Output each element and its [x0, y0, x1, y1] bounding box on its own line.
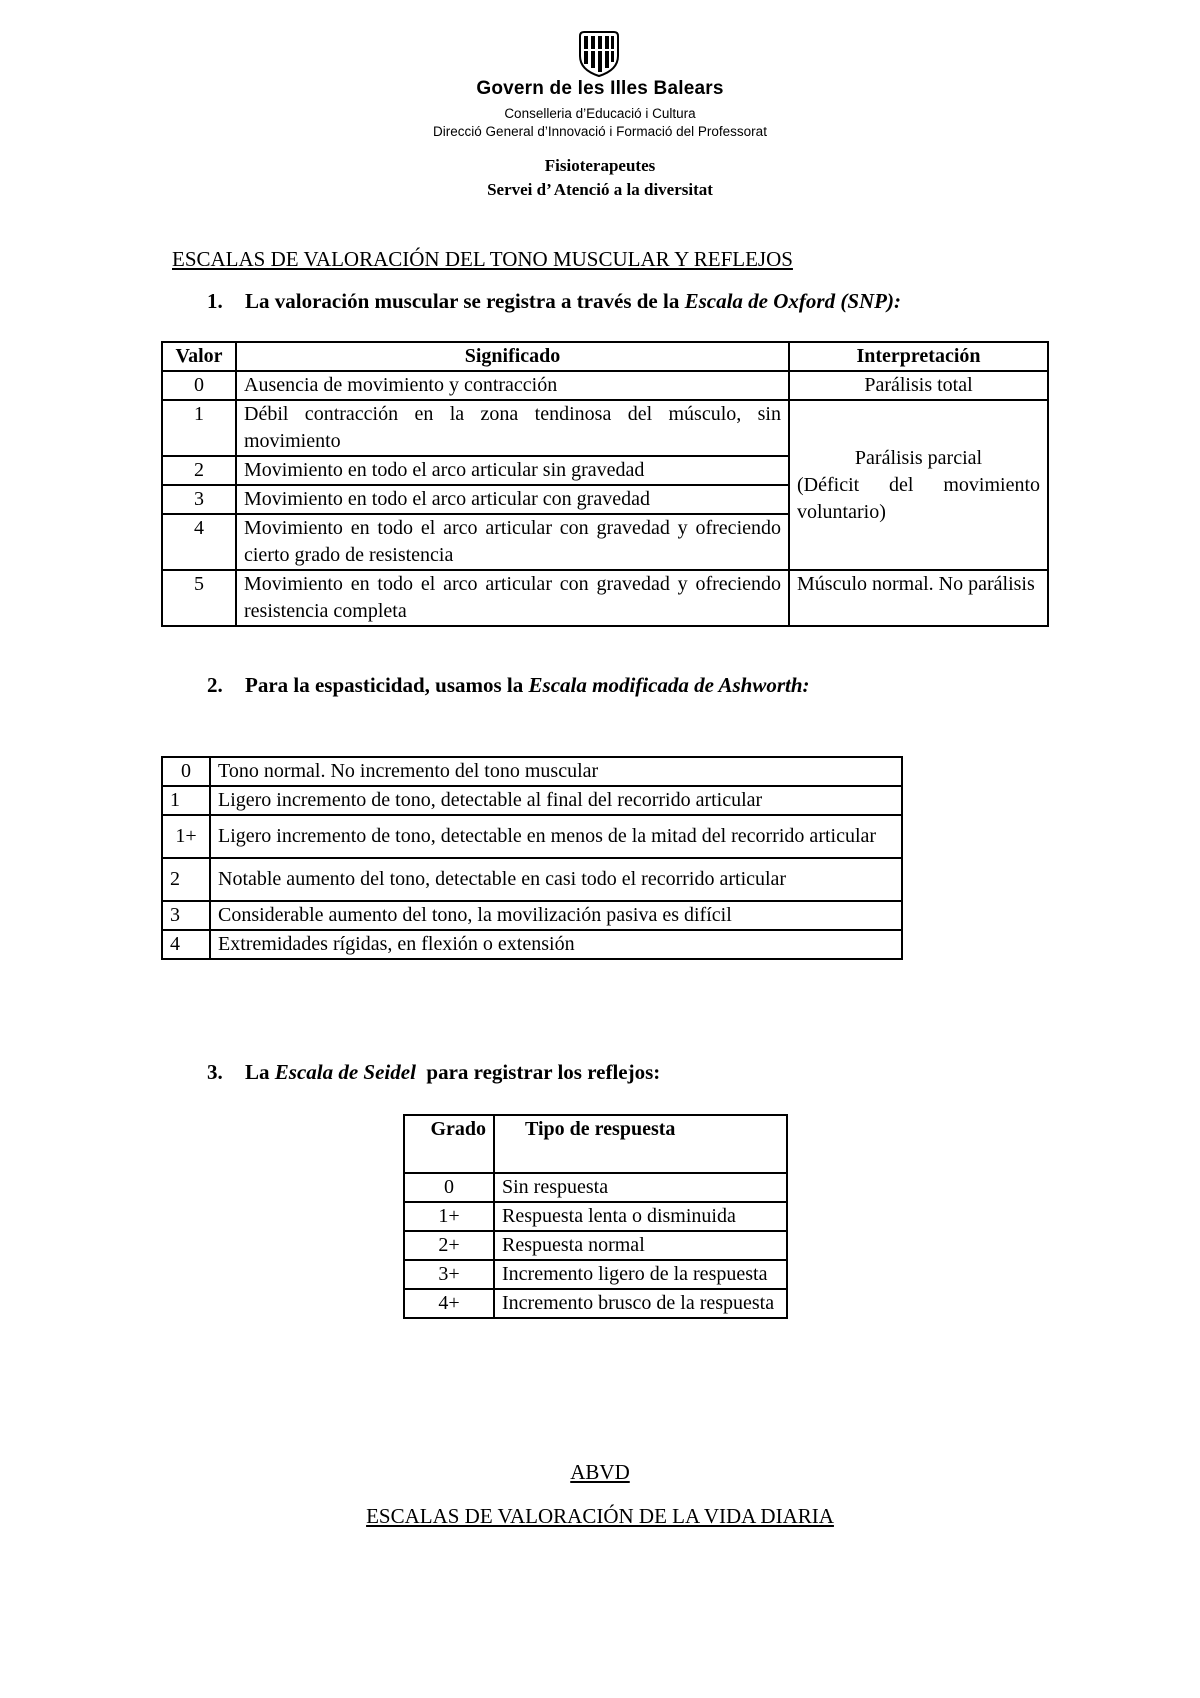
ministry-name: Conselleria d’Educació i Cultura	[504, 106, 696, 121]
department-line-1: Fisioterapeutes	[544, 156, 656, 175]
table-row	[162, 757, 902, 786]
government-name: Govern de les Illes Balears	[476, 78, 724, 99]
section-number: 2.	[207, 673, 223, 697]
grade-cell: 4+	[404, 1289, 494, 1318]
department-line-2: Servei d’ Atenció a la diversitat	[487, 180, 713, 199]
table-row	[404, 1260, 787, 1289]
value-cell: 5	[162, 570, 236, 626]
section-number: 1.	[207, 289, 223, 313]
meaning-cell: Movimiento en todo el arco articular con gravedad y ofreciendo cierto grado de resistencia	[236, 514, 789, 570]
grade-cell: 3+	[404, 1260, 494, 1289]
ashworth-scale-table	[161, 756, 903, 960]
header-cell: Valor	[162, 342, 236, 371]
section-number: 3.	[207, 1060, 223, 1084]
table-row	[162, 570, 1048, 626]
response-cell: Respuesta lenta o disminuida	[494, 1202, 787, 1231]
interpretation-text: (Déficit del movimiento voluntario)	[797, 473, 1040, 523]
description-cell: Tono normal. No incremento del tono muscular	[210, 757, 902, 786]
abvd-heading: ABVD	[570, 1460, 630, 1484]
table-row	[162, 815, 902, 858]
description-cell: Extremidades rígidas, en flexión o extensión	[210, 930, 902, 959]
meaning-cell: Ausencia de movimiento y contracción	[236, 371, 789, 400]
grade-cell: 0	[404, 1173, 494, 1202]
interpretation-cell: Músculo normal. No parálisis	[789, 570, 1048, 626]
meaning-cell: Movimiento en todo el arco articular con gravedad	[236, 485, 789, 514]
header-cell: Significado	[236, 342, 789, 371]
table-header-row	[162, 342, 1048, 371]
value-cell: 4	[162, 514, 236, 570]
seidel-scale-table	[403, 1114, 788, 1319]
grade-cell: 1+	[404, 1202, 494, 1231]
grade-cell: 1+	[162, 815, 210, 858]
table-header-row	[404, 1115, 787, 1173]
grade-cell: 4	[162, 930, 210, 959]
grade-cell: 2	[162, 858, 210, 901]
description-cell: Notable aumento del tono, detectable en casi todo el recorrido articular	[210, 858, 902, 901]
table-row	[162, 858, 902, 901]
oxford-scale-table	[161, 341, 1049, 627]
grade-cell: 3	[162, 901, 210, 930]
grade-cell: 1	[162, 786, 210, 815]
value-cell: 1	[162, 400, 236, 456]
main-title: ESCALAS DE VALORACIÓN DEL TONO MUSCULAR Y REFLEJOS	[172, 247, 793, 271]
grade-cell: 2+	[404, 1231, 494, 1260]
value-cell: 2	[162, 456, 236, 485]
header-cell: Grado	[404, 1115, 494, 1173]
grade-cell: 0	[162, 757, 210, 786]
table-row	[162, 930, 902, 959]
table-row	[162, 371, 1048, 400]
table-row	[162, 786, 902, 815]
interpretation-text: Parálisis parcial	[854, 446, 983, 469]
daily-life-scales-title: ESCALAS DE VALORACIÓN DE LA VIDA DIARIA	[366, 1504, 834, 1528]
meaning-cell: Movimiento en todo el arco articular con gravedad y ofreciendo resistencia completa	[236, 570, 789, 626]
description-cell: Considerable aumento del tono, la movilización pasiva es difícil	[210, 901, 902, 930]
section-text: La Escala de Seidel para registrar los reflejos:	[245, 1060, 661, 1084]
section-text: La valoración muscular se registra a través de la Escala de Oxford (SNP):	[245, 289, 901, 313]
response-cell: Incremento brusco de la respuesta	[494, 1289, 787, 1318]
government-emblem-icon	[574, 30, 624, 78]
table-row	[404, 1289, 787, 1318]
value-cell: 3	[162, 485, 236, 514]
header-cell: Tipo de respuesta	[494, 1115, 787, 1173]
response-cell: Incremento ligero de la respuesta	[494, 1260, 787, 1289]
header-cell: Interpretación	[789, 342, 1048, 371]
interpretation-cell	[789, 400, 1048, 570]
directorate-name: Direcció General d’Innovació i Formació del Professorat	[433, 124, 767, 139]
table-row	[162, 400, 1048, 456]
response-cell: Sin respuesta	[494, 1173, 787, 1202]
description-cell: Ligero incremento de tono, detectable al final del recorrido articular	[210, 786, 902, 815]
table-row	[404, 1231, 787, 1260]
section-text: Para la espasticidad, usamos la Escala modificada de Ashworth:	[245, 673, 810, 697]
response-cell: Respuesta normal	[494, 1231, 787, 1260]
meaning-cell: Movimiento en todo el arco articular sin gravedad	[236, 456, 789, 485]
value-cell: 0	[162, 371, 236, 400]
table-row	[404, 1173, 787, 1202]
meaning-cell: Débil contracción en la zona tendinosa del músculo, sin movimiento	[236, 400, 789, 456]
interpretation-cell: Parálisis total	[789, 371, 1048, 400]
table-row	[162, 901, 902, 930]
description-cell: Ligero incremento de tono, detectable en menos de la mitad del recorrido articular	[210, 815, 902, 858]
table-row	[404, 1202, 787, 1231]
